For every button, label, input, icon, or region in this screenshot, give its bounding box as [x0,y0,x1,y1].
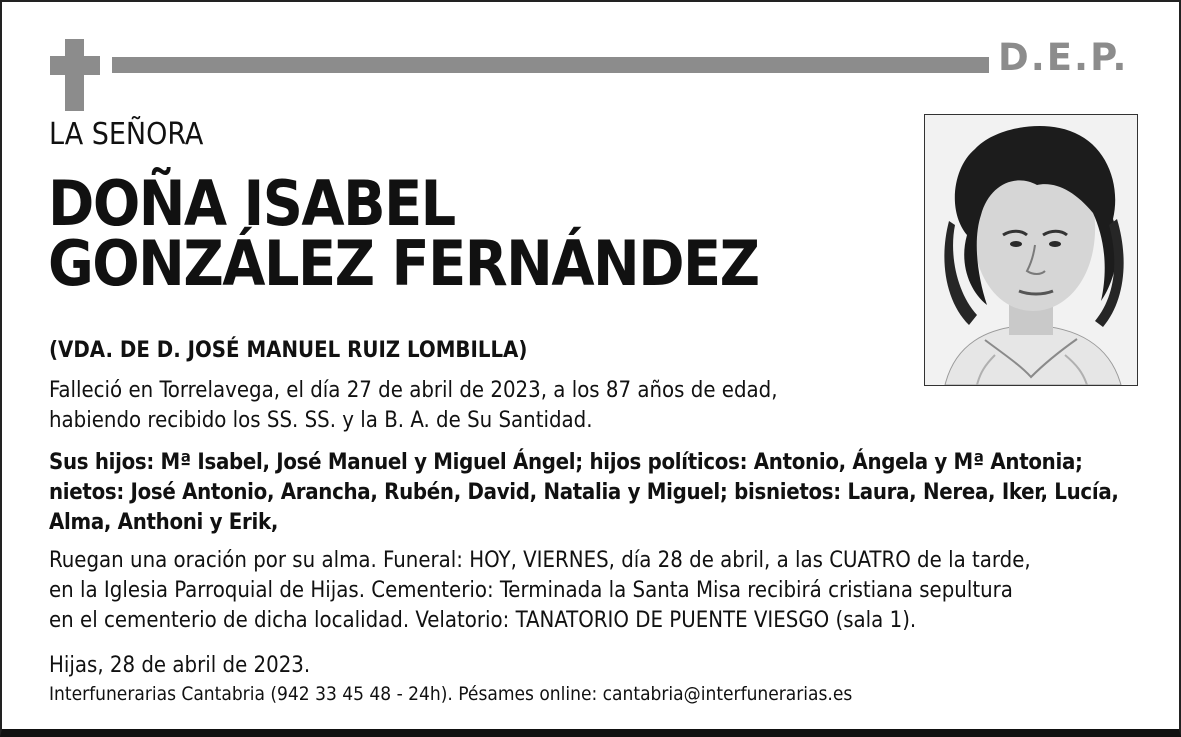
honorific: LA SEÑORA [49,117,204,152]
place-date: Hijas, 28 de abril de 2023. [49,653,311,678]
name-line-2: GONZÁLEZ FERNÁNDEZ [48,227,759,300]
service-details [49,546,1031,636]
family-line-3: Alma, Anthoni y Erik, [49,510,279,535]
service-line-1: Ruegan una oración por su alma. Funeral: HOY, VIERNES, día 28 de abril, a las CUATRO de la tarde, [49,548,1031,573]
family-line-1: Sus hijos: Mª Isabel, José Manuel y Miguel Ángel; hijos políticos: Antonio, Ángela y Mª Antonia; [49,450,1083,475]
funeral-home-contact: Interfunerarias Cantabria (942 33 45 48 - 24h). Pésames online: cantabria@interfunerarias.es [49,683,853,705]
widow-of: (VDA. DE D. JOSÉ MANUEL RUIZ LOMBILLA) [49,338,528,363]
family-line-2: nietos: José Antonio, Arancha, Rubén, David, Natalia y Miguel; bisnietos: Laura, Nerea, Iker, Lucía, [49,480,1119,505]
death-line-2: habiendo recibido los SS. SS. y la B. A. de Su Santidad. [49,408,593,433]
name-line-1: DOÑA ISABEL [48,167,455,240]
portrait-photo [924,114,1138,386]
service-line-2: en la Iglesia Parroquial de Hijas. Cementerio: Terminada la Santa Misa recibirá cristiana sepultura [49,578,1013,603]
death-line-1: Falleció en Torrelavega, el día 27 de abril de 2023, a los 87 años de edad, [49,378,778,403]
family-list [49,448,1119,538]
dep-badge: D.E.P. [998,36,1129,79]
header-rule [112,57,989,73]
service-line-3: en el cementerio de dicha localidad. Velatorio: TANATORIO DE PUENTE VIESGO (sala 1). [49,608,917,633]
deceased-name [48,167,759,300]
death-notice [49,376,778,436]
